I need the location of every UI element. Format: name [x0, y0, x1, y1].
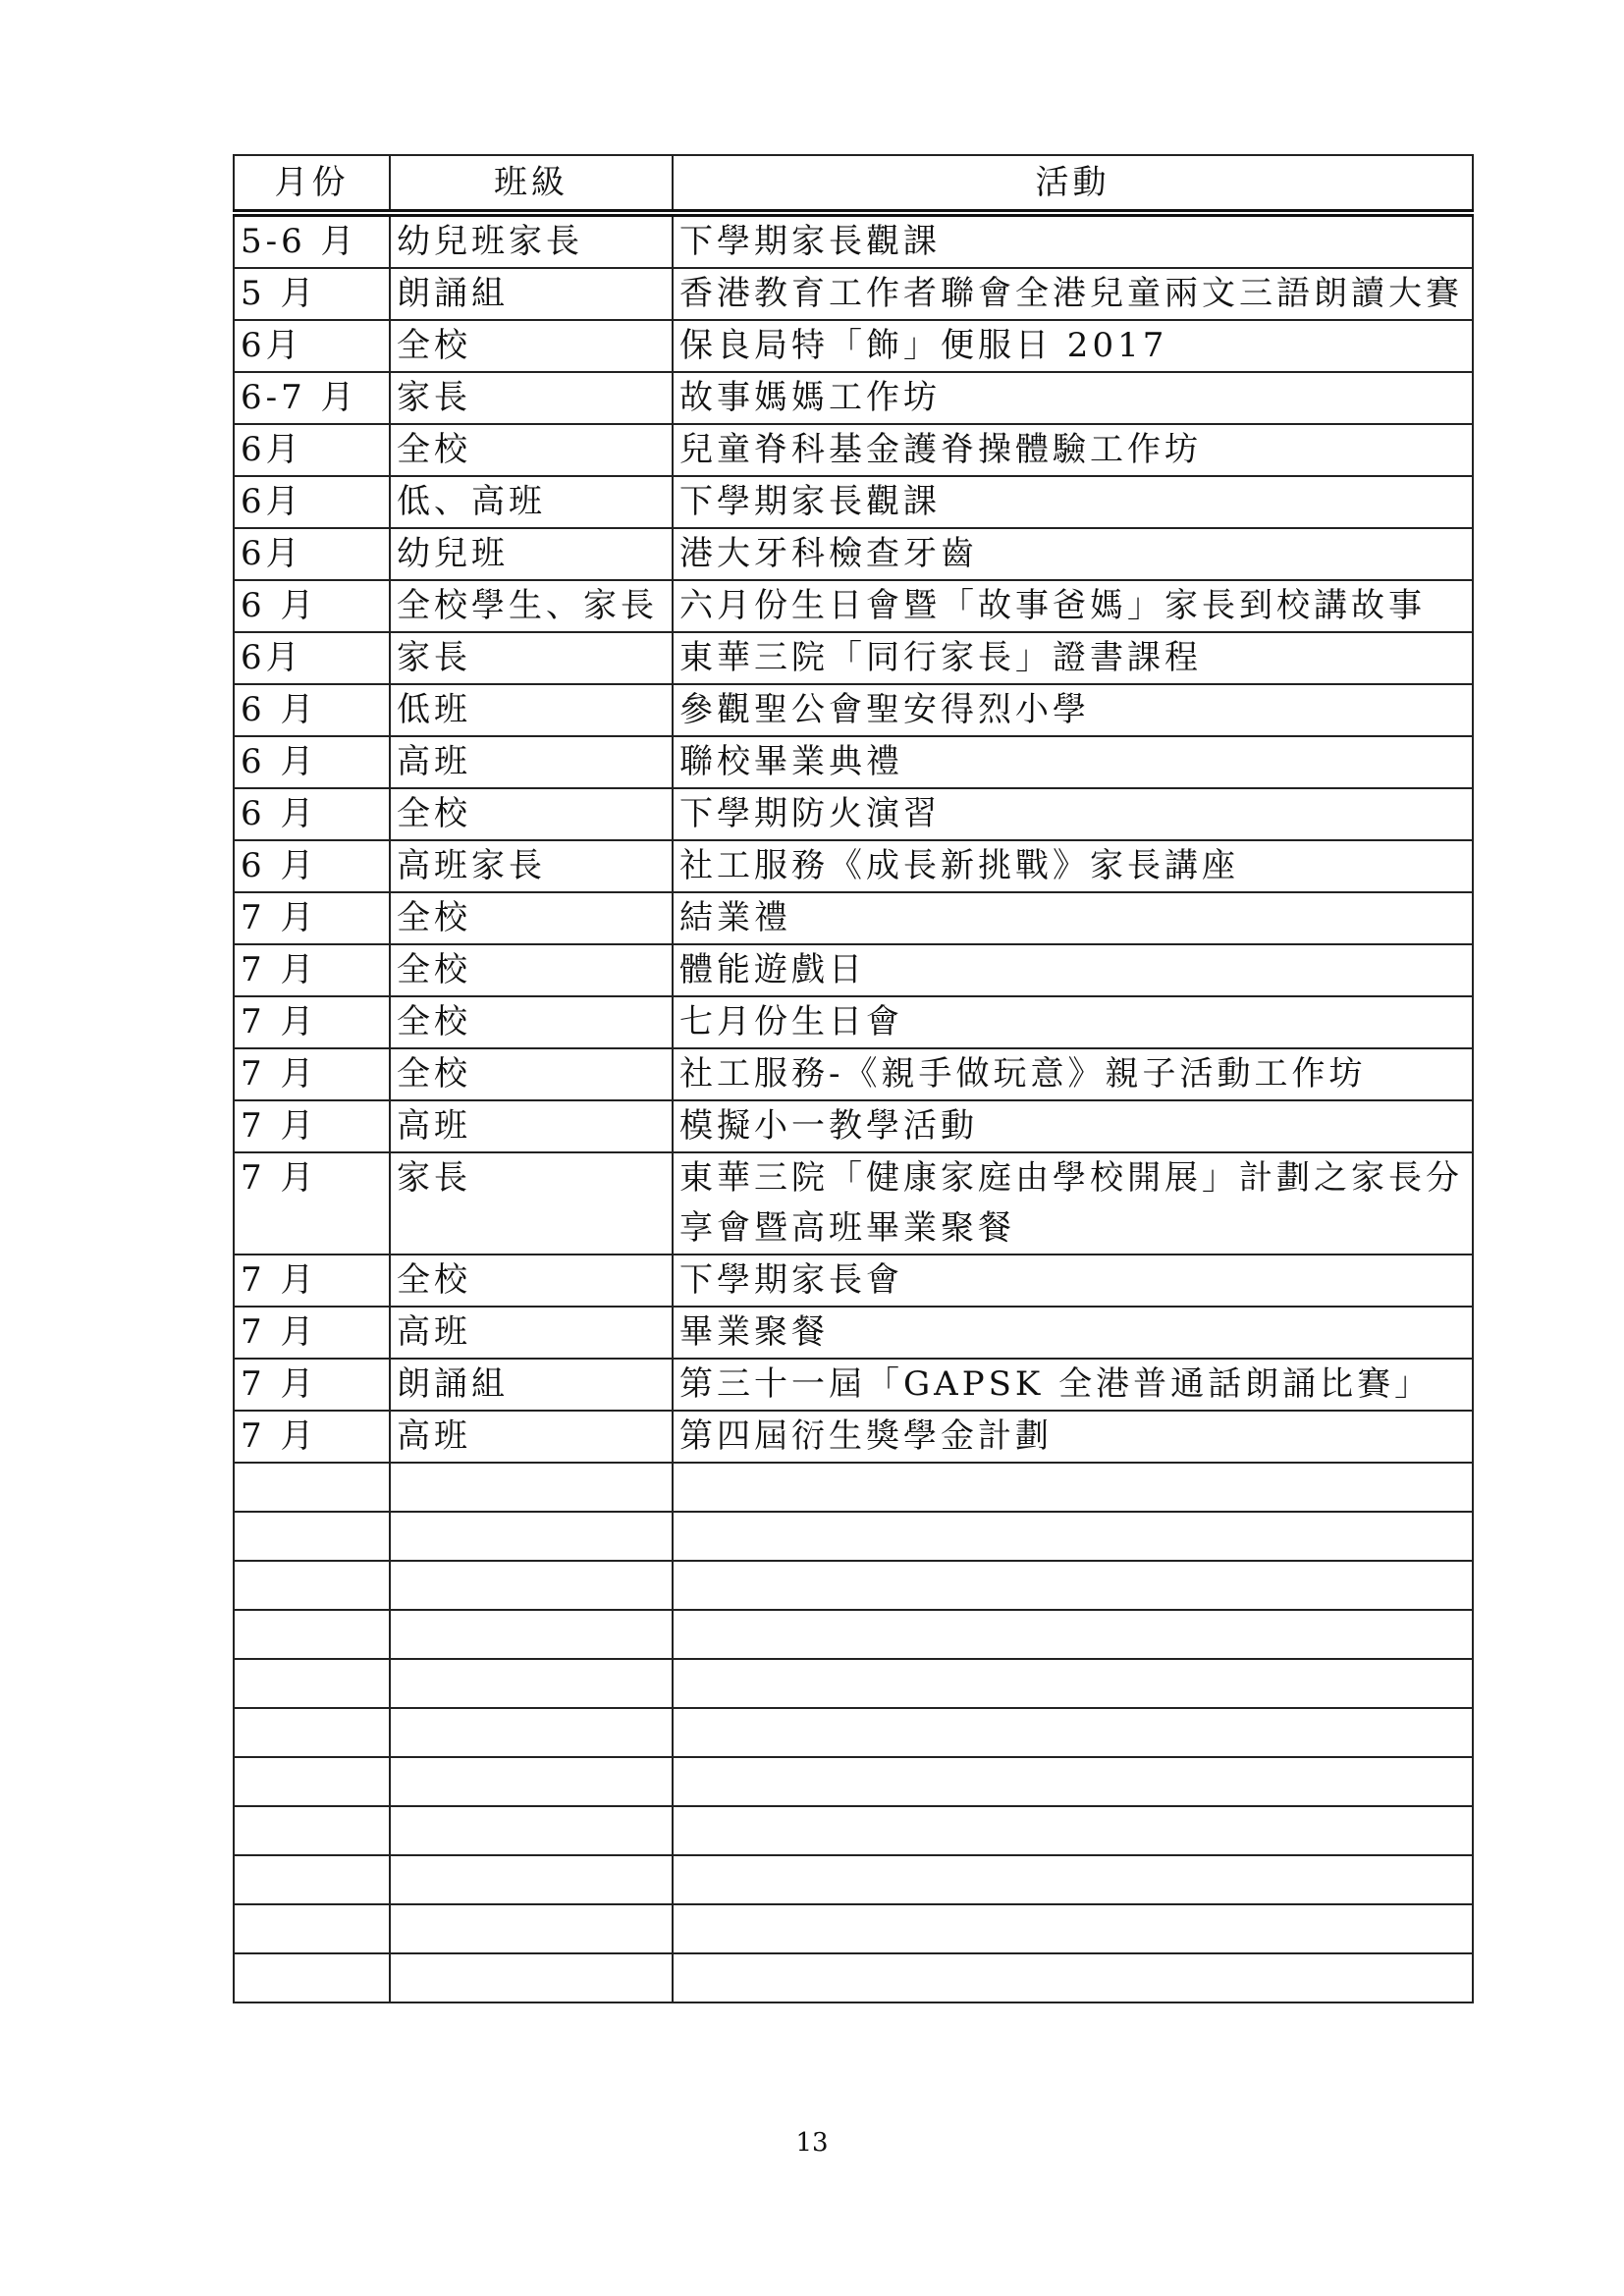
empty-cell	[673, 1757, 1473, 1806]
month-cell: 7 月	[234, 1048, 390, 1100]
class-cell: 全校	[390, 1255, 673, 1307]
empty-cell	[673, 1708, 1473, 1757]
class-cell: 低、高班	[390, 476, 673, 528]
activity-cell: 第四屆衍生獎學金計劃	[673, 1411, 1473, 1463]
empty-table-row	[234, 1561, 1473, 1610]
empty-table-row	[234, 1757, 1473, 1806]
table-row	[234, 372, 1473, 424]
class-cell: 低班	[390, 684, 673, 736]
table-row	[234, 1307, 1473, 1359]
empty-cell	[234, 1806, 390, 1855]
activity-cell: 畢業聚餐	[673, 1307, 1473, 1359]
activity-cell: 六月份生日會暨「故事爸媽」家長到校講故事	[673, 580, 1473, 632]
empty-cell	[390, 1512, 673, 1561]
empty-cell	[390, 1708, 673, 1757]
month-cell: 6月	[234, 476, 390, 528]
empty-cell	[390, 1806, 673, 1855]
activity-cell: 社工服務《成長新挑戰》家長講座	[673, 840, 1473, 892]
class-cell: 全校	[390, 1048, 673, 1100]
empty-cell	[234, 1512, 390, 1561]
empty-cell	[673, 1855, 1473, 1904]
activity-cell: 下學期家長觀課	[673, 213, 1473, 268]
table-row	[234, 632, 1473, 684]
table-row	[234, 944, 1473, 996]
activity-cell: 社工服務-《親手做玩意》親子活動工作坊	[673, 1048, 1473, 1100]
empty-cell	[234, 1659, 390, 1708]
month-cell: 6 月	[234, 788, 390, 840]
class-cell: 全校	[390, 424, 673, 476]
table-row	[234, 580, 1473, 632]
empty-table-row	[234, 1806, 1473, 1855]
empty-cell	[390, 1463, 673, 1512]
class-cell: 全校	[390, 996, 673, 1048]
empty-table-row	[234, 1610, 1473, 1659]
table-row	[234, 1255, 1473, 1307]
class-cell: 家長	[390, 1152, 673, 1255]
class-cell: 全校學生、家長	[390, 580, 673, 632]
empty-cell	[234, 1708, 390, 1757]
empty-cell	[673, 1610, 1473, 1659]
activity-cell: 故事媽媽工作坊	[673, 372, 1473, 424]
class-cell: 高班	[390, 1411, 673, 1463]
activity-cell: 結業禮	[673, 892, 1473, 944]
header-month: 月份	[234, 155, 390, 213]
class-cell: 高班	[390, 1307, 673, 1359]
activity-cell: 體能遊戲日	[673, 944, 1473, 996]
month-cell: 6 月	[234, 684, 390, 736]
month-cell: 7 月	[234, 996, 390, 1048]
empty-cell	[673, 1904, 1473, 1953]
month-cell: 6 月	[234, 840, 390, 892]
empty-cell	[390, 1561, 673, 1610]
table-row	[234, 736, 1473, 788]
empty-cell	[673, 1512, 1473, 1561]
activity-cell: 香港教育工作者聯會全港兒童兩文三語朗讀大賽	[673, 268, 1473, 320]
empty-cell	[234, 1953, 390, 2002]
activity-cell: 港大牙科檢查牙齒	[673, 528, 1473, 580]
class-cell: 高班	[390, 736, 673, 788]
empty-cell	[234, 1904, 390, 1953]
table-row	[234, 213, 1473, 268]
table-row	[234, 528, 1473, 580]
empty-cell	[390, 1904, 673, 1953]
month-cell: 7 月	[234, 1100, 390, 1152]
table-row	[234, 424, 1473, 476]
page-number: 13	[795, 2128, 829, 2158]
table-row	[234, 840, 1473, 892]
month-cell: 7 月	[234, 1307, 390, 1359]
table-row	[234, 268, 1473, 320]
month-cell: 7 月	[234, 1152, 390, 1255]
table-row	[234, 1359, 1473, 1411]
class-cell: 朗誦組	[390, 1359, 673, 1411]
class-cell: 全校	[390, 320, 673, 372]
class-cell: 全校	[390, 788, 673, 840]
class-cell: 家長	[390, 632, 673, 684]
table-header-row	[234, 155, 1473, 213]
activity-cell: 兒童脊科基金護脊操體驗工作坊	[673, 424, 1473, 476]
empty-cell	[390, 1659, 673, 1708]
table-row	[234, 1100, 1473, 1152]
table-row	[234, 320, 1473, 372]
month-cell: 6-7 月	[234, 372, 390, 424]
month-cell: 6 月	[234, 736, 390, 788]
month-cell: 6月	[234, 528, 390, 580]
activity-cell: 下學期防火演習	[673, 788, 1473, 840]
month-cell: 7 月	[234, 1359, 390, 1411]
activity-cell: 參觀聖公會聖安得烈小學	[673, 684, 1473, 736]
month-cell: 5 月	[234, 268, 390, 320]
table-row	[234, 996, 1473, 1048]
table-row	[234, 476, 1473, 528]
activity-cell: 東華三院「同行家長」證書課程	[673, 632, 1473, 684]
empty-cell	[673, 1806, 1473, 1855]
empty-cell	[673, 1561, 1473, 1610]
empty-cell	[234, 1610, 390, 1659]
empty-table-row	[234, 1659, 1473, 1708]
empty-table-row	[234, 1855, 1473, 1904]
activity-cell: 模擬小一教學活動	[673, 1100, 1473, 1152]
class-cell: 高班	[390, 1100, 673, 1152]
month-cell: 6月	[234, 632, 390, 684]
month-cell: 5-6 月	[234, 213, 390, 268]
activity-cell: 第三十一屆「GAPSK 全港普通話朗誦比賽」	[673, 1359, 1473, 1411]
table-row	[234, 788, 1473, 840]
table-row	[234, 1048, 1473, 1100]
class-cell: 全校	[390, 944, 673, 996]
month-cell: 6月	[234, 320, 390, 372]
header-class: 班級	[390, 155, 673, 213]
empty-table-row	[234, 1953, 1473, 2002]
activity-cell: 下學期家長觀課	[673, 476, 1473, 528]
month-cell: 7 月	[234, 1411, 390, 1463]
empty-table-row	[234, 1512, 1473, 1561]
activity-cell: 下學期家長會	[673, 1255, 1473, 1307]
activity-cell: 東華三院「健康家庭由學校開展」計劃之家長分享會暨高班畢業聚餐	[673, 1152, 1473, 1255]
month-cell: 7 月	[234, 892, 390, 944]
empty-cell	[390, 1757, 673, 1806]
class-cell: 幼兒班家長	[390, 213, 673, 268]
empty-cell	[234, 1463, 390, 1512]
empty-cell	[234, 1561, 390, 1610]
empty-cell	[390, 1953, 673, 2002]
class-cell: 朗誦組	[390, 268, 673, 320]
table-row	[234, 1152, 1473, 1255]
month-cell: 6月	[234, 424, 390, 476]
empty-table-row	[234, 1904, 1473, 1953]
empty-table-row	[234, 1463, 1473, 1512]
table-row	[234, 892, 1473, 944]
activity-schedule-table	[233, 154, 1474, 2003]
class-cell: 家長	[390, 372, 673, 424]
class-cell: 幼兒班	[390, 528, 673, 580]
class-cell: 全校	[390, 892, 673, 944]
table-row	[234, 684, 1473, 736]
activity-cell: 保良局特「飾」便服日 2017	[673, 320, 1473, 372]
month-cell: 7 月	[234, 1255, 390, 1307]
empty-cell	[234, 1757, 390, 1806]
month-cell: 6 月	[234, 580, 390, 632]
class-cell: 高班家長	[390, 840, 673, 892]
activity-cell: 七月份生日會	[673, 996, 1473, 1048]
table-row	[234, 1411, 1473, 1463]
empty-cell	[390, 1610, 673, 1659]
empty-cell	[673, 1953, 1473, 2002]
header-activity: 活動	[673, 155, 1473, 213]
table-body	[234, 213, 1473, 2002]
empty-cell	[234, 1855, 390, 1904]
activity-cell: 聯校畢業典禮	[673, 736, 1473, 788]
empty-cell	[390, 1855, 673, 1904]
empty-cell	[673, 1463, 1473, 1512]
empty-table-row	[234, 1708, 1473, 1757]
month-cell: 7 月	[234, 944, 390, 996]
empty-cell	[673, 1659, 1473, 1708]
